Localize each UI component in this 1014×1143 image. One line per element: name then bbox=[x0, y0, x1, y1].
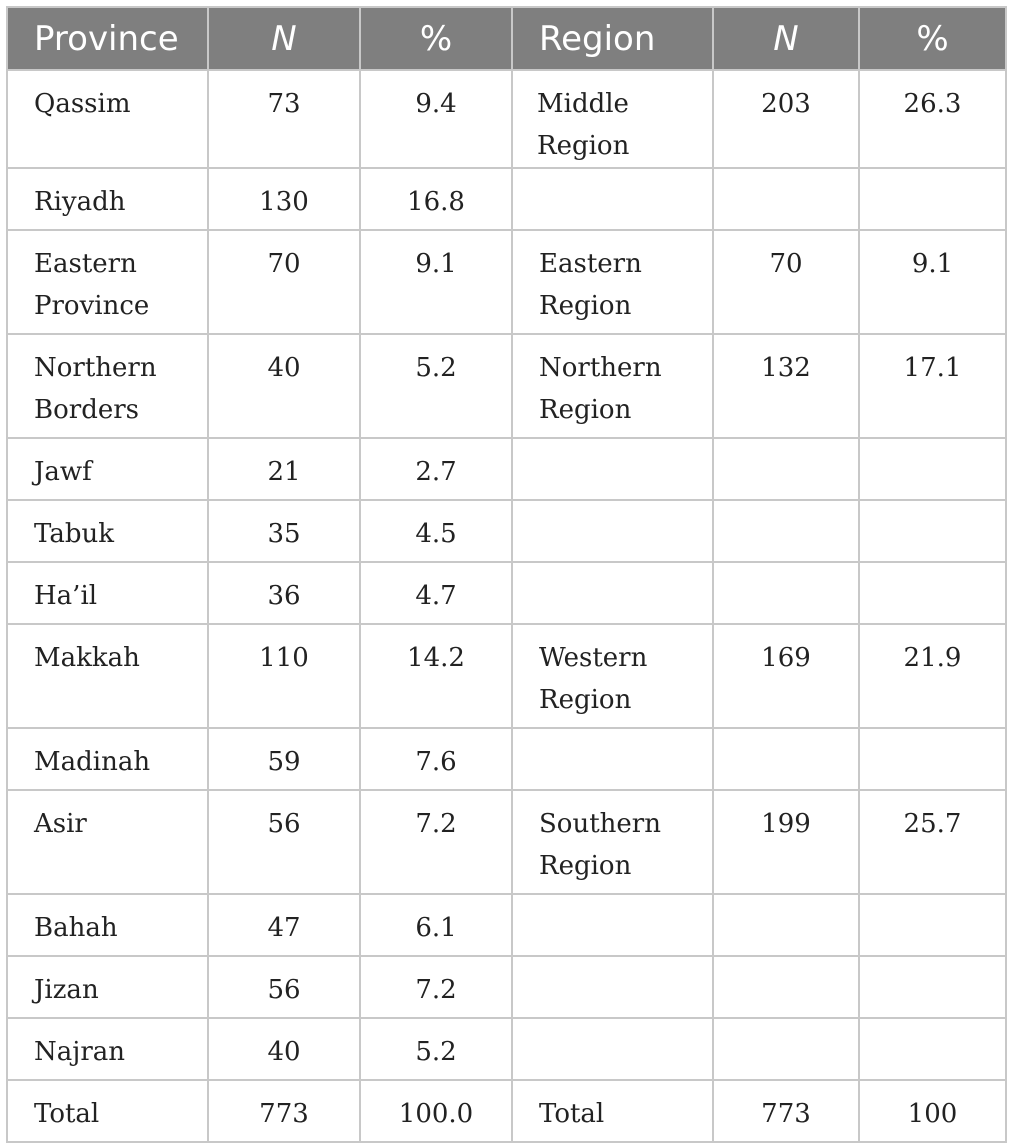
cell-region: Northern Region bbox=[512, 334, 713, 438]
cell-n: 56 bbox=[208, 956, 360, 1018]
table-row bbox=[7, 438, 1006, 500]
cell-n: 110 bbox=[208, 624, 360, 728]
cell-region-percent bbox=[859, 438, 1006, 500]
cell-province: Tabuk bbox=[7, 500, 208, 562]
header-row bbox=[7, 7, 1006, 70]
cell-region-percent: 9.1 bbox=[859, 230, 1006, 334]
table-row bbox=[7, 624, 1006, 728]
cell-region bbox=[512, 500, 713, 562]
cell-region-n: 70 bbox=[713, 230, 859, 334]
cell-n: 70 bbox=[208, 230, 360, 334]
header-percent-region: % bbox=[859, 7, 1006, 70]
table-row bbox=[7, 334, 1006, 438]
cell-n: 73 bbox=[208, 70, 360, 168]
cell-region-n bbox=[713, 728, 859, 790]
cell-percent: 4.5 bbox=[360, 500, 512, 562]
table-row bbox=[7, 956, 1006, 1018]
cell-percent: 14.2 bbox=[360, 624, 512, 728]
table-row bbox=[7, 168, 1006, 230]
cell-province: Makkah bbox=[7, 624, 208, 728]
cell-n-total: 773 bbox=[208, 1080, 360, 1142]
cell-region bbox=[512, 956, 713, 1018]
cell-region-n: 199 bbox=[713, 790, 859, 894]
table-row bbox=[7, 500, 1006, 562]
cell-region bbox=[512, 562, 713, 624]
cell-province: Bahah bbox=[7, 894, 208, 956]
cell-region-percent-total: 100 bbox=[859, 1080, 1006, 1142]
cell-region-n bbox=[713, 500, 859, 562]
cell-province: Madinah bbox=[7, 728, 208, 790]
cell-region-n bbox=[713, 168, 859, 230]
cell-region-percent bbox=[859, 956, 1006, 1018]
cell-n: 35 bbox=[208, 500, 360, 562]
cell-province: Eastern Province bbox=[7, 230, 208, 334]
header-province: Province bbox=[7, 7, 208, 70]
cell-region bbox=[512, 728, 713, 790]
cell-percent: 9.4 bbox=[360, 70, 512, 168]
cell-n: 36 bbox=[208, 562, 360, 624]
table-row bbox=[7, 70, 1006, 168]
cell-region-percent bbox=[859, 894, 1006, 956]
cell-province: Qassim bbox=[7, 70, 208, 168]
cell-region-n: 203 bbox=[713, 70, 859, 168]
cell-province: Jawf bbox=[7, 438, 208, 500]
cell-n: 40 bbox=[208, 1018, 360, 1080]
cell-region-n bbox=[713, 956, 859, 1018]
province-region-table-container bbox=[6, 6, 1007, 1143]
header-percent-province: % bbox=[360, 7, 512, 70]
cell-region bbox=[512, 894, 713, 956]
cell-region bbox=[512, 168, 713, 230]
cell-n: 130 bbox=[208, 168, 360, 230]
cell-province: Northern Borders bbox=[7, 334, 208, 438]
cell-region-n bbox=[713, 438, 859, 500]
table-row bbox=[7, 728, 1006, 790]
cell-percent: 16.8 bbox=[360, 168, 512, 230]
cell-region: Eastern Region bbox=[512, 230, 713, 334]
cell-n: 40 bbox=[208, 334, 360, 438]
cell-percent-total: 100.0 bbox=[360, 1080, 512, 1142]
cell-region-percent: 21.9 bbox=[859, 624, 1006, 728]
cell-region-n bbox=[713, 562, 859, 624]
cell-region-n: 132 bbox=[713, 334, 859, 438]
cell-region-percent: 26.3 bbox=[859, 70, 1006, 168]
cell-region-percent bbox=[859, 168, 1006, 230]
cell-province-total: Total bbox=[7, 1080, 208, 1142]
cell-percent: 5.2 bbox=[360, 1018, 512, 1080]
header-region: Region bbox=[512, 7, 713, 70]
cell-region bbox=[512, 1018, 713, 1080]
province-region-table bbox=[6, 6, 1007, 1143]
cell-province: Riyadh bbox=[7, 168, 208, 230]
total-row bbox=[7, 1080, 1006, 1142]
cell-percent: 7.6 bbox=[360, 728, 512, 790]
cell-region-total: Total bbox=[512, 1080, 713, 1142]
cell-region: Western Region bbox=[512, 624, 713, 728]
table-row bbox=[7, 894, 1006, 956]
cell-region-n-total: 773 bbox=[713, 1080, 859, 1142]
cell-n: 56 bbox=[208, 790, 360, 894]
cell-region-percent: 25.7 bbox=[859, 790, 1006, 894]
cell-percent: 5.2 bbox=[360, 334, 512, 438]
cell-region-n bbox=[713, 1018, 859, 1080]
cell-n: 21 bbox=[208, 438, 360, 500]
table-row bbox=[7, 230, 1006, 334]
cell-n: 47 bbox=[208, 894, 360, 956]
cell-region-n: 169 bbox=[713, 624, 859, 728]
cell-region-percent bbox=[859, 500, 1006, 562]
cell-province: Asir bbox=[7, 790, 208, 894]
cell-region: Middle Region bbox=[512, 70, 713, 168]
cell-region bbox=[512, 438, 713, 500]
cell-region: Southern Region bbox=[512, 790, 713, 894]
header-n-province: N bbox=[208, 7, 360, 70]
cell-province: Ha’il bbox=[7, 562, 208, 624]
cell-region-n bbox=[713, 894, 859, 956]
cell-province: Najran bbox=[7, 1018, 208, 1080]
cell-percent: 7.2 bbox=[360, 956, 512, 1018]
table-row bbox=[7, 562, 1006, 624]
header-n-region: N bbox=[713, 7, 859, 70]
cell-percent: 2.7 bbox=[360, 438, 512, 500]
cell-region-percent bbox=[859, 1018, 1006, 1080]
cell-region-percent bbox=[859, 728, 1006, 790]
cell-percent: 7.2 bbox=[360, 790, 512, 894]
cell-region-percent bbox=[859, 562, 1006, 624]
cell-percent: 9.1 bbox=[360, 230, 512, 334]
cell-percent: 6.1 bbox=[360, 894, 512, 956]
cell-percent: 4.7 bbox=[360, 562, 512, 624]
cell-province: Jizan bbox=[7, 956, 208, 1018]
cell-region-percent: 17.1 bbox=[859, 334, 1006, 438]
table-row bbox=[7, 790, 1006, 894]
table-row bbox=[7, 1018, 1006, 1080]
cell-n: 59 bbox=[208, 728, 360, 790]
